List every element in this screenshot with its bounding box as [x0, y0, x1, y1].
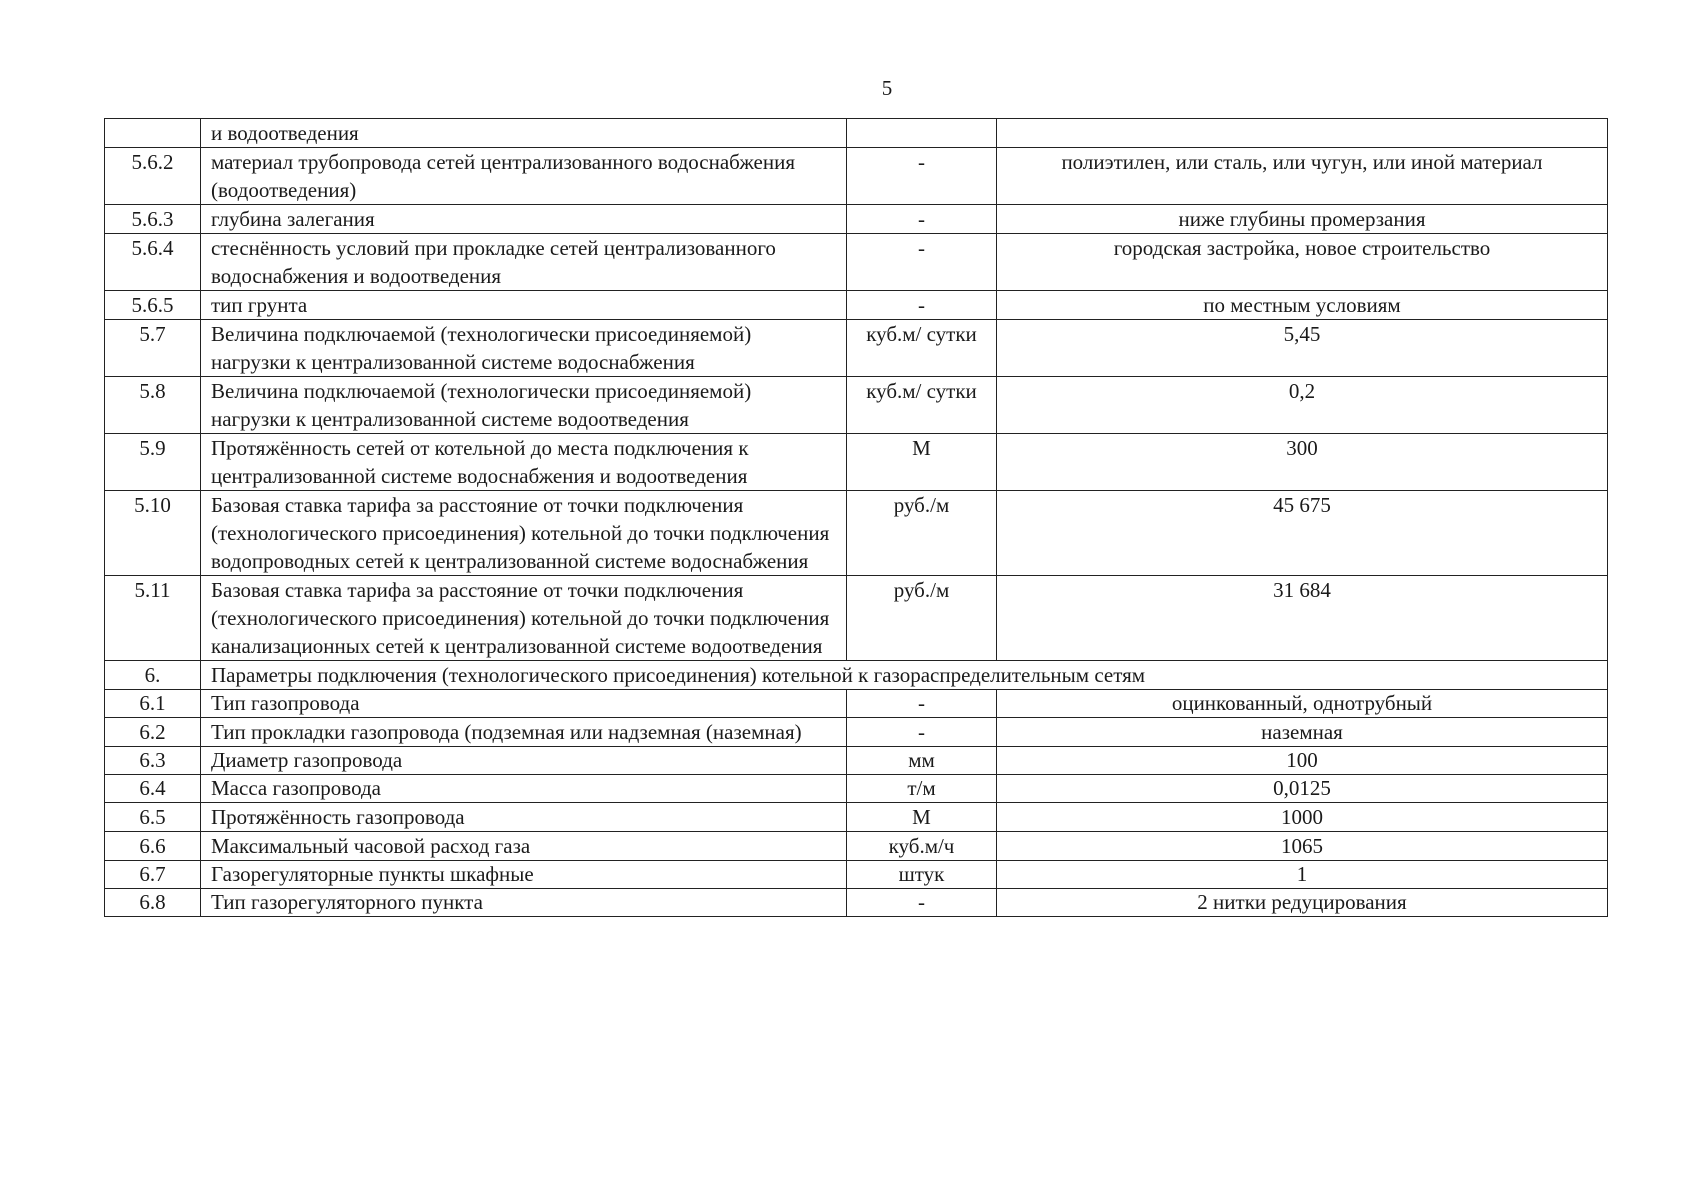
parameter-name: Протяжённость сетей от котельной до места подключения к централизованной системе водоснабжения и водоотведения [201, 434, 847, 491]
unit-cell: - [847, 291, 997, 320]
parameters-table [104, 118, 1608, 917]
row-number: 5.6.5 [105, 291, 201, 320]
value-cell: 100 [997, 747, 1608, 775]
parameter-name: стеснённость условий при прокладке сетей централизованного водоснабжения и водоотведения [201, 234, 847, 291]
parameter-name: Величина подключаемой (технологически присоединяемой) нагрузки к централизованной системе водоотведения [201, 377, 847, 434]
parameter-name: Величина подключаемой (технологически присоединяемой) нагрузки к централизованной системе водоснабжения [201, 320, 847, 377]
table-row [105, 576, 1608, 661]
table-row [105, 718, 1608, 747]
row-number: 6.1 [105, 690, 201, 718]
row-number: 6.4 [105, 775, 201, 803]
value-cell: 0,0125 [997, 775, 1608, 803]
table-row [105, 119, 1608, 148]
unit-cell: М [847, 803, 997, 832]
row-number: 5.6.4 [105, 234, 201, 291]
unit-cell: - [847, 234, 997, 291]
row-number [105, 119, 201, 148]
section-number: 6. [105, 661, 201, 690]
table-row [105, 434, 1608, 491]
parameter-name: Масса газопровода [201, 775, 847, 803]
table-row [105, 291, 1608, 320]
value-cell: 1 [997, 861, 1608, 889]
row-number: 5.6.3 [105, 205, 201, 234]
value-cell: 2 нитки редуцирования [997, 889, 1608, 917]
parameter-name: Базовая ставка тарифа за расстояние от точки подключения (технологического присоединения) котельной до точки подключения водопроводных сетей к централизованной системе водоснабжения [201, 491, 847, 576]
value-cell: наземная [997, 718, 1608, 747]
row-number: 5.10 [105, 491, 201, 576]
table-row [105, 690, 1608, 718]
table-row [105, 747, 1608, 775]
parameter-name: глубина залегания [201, 205, 847, 234]
section-title: Параметры подключения (технологического присоединения) котельной к газораспределительным сетям [201, 661, 1608, 690]
table-row [105, 491, 1608, 576]
row-number: 5.8 [105, 377, 201, 434]
table-row [105, 377, 1608, 434]
parameter-name: Протяжённость газопровода [201, 803, 847, 832]
value-cell: 300 [997, 434, 1608, 491]
row-number: 6.2 [105, 718, 201, 747]
unit-cell: - [847, 148, 997, 205]
value-cell: городская застройка, новое строительство [997, 234, 1608, 291]
parameter-name: Диаметр газопровода [201, 747, 847, 775]
parameter-name: материал трубопровода сетей централизованного водоснабжения (водоотведения) [201, 148, 847, 205]
unit-cell: - [847, 889, 997, 917]
value-cell: ниже глубины промерзания [997, 205, 1608, 234]
value-cell: 31 684 [997, 576, 1608, 661]
row-number: 5.9 [105, 434, 201, 491]
table-row [105, 803, 1608, 832]
row-number: 5.7 [105, 320, 201, 377]
value-cell: 45 675 [997, 491, 1608, 576]
value-cell: 5,45 [997, 320, 1608, 377]
unit-cell: М [847, 434, 997, 491]
unit-cell: руб./м [847, 491, 997, 576]
unit-cell: - [847, 718, 997, 747]
parameter-name: Тип прокладки газопровода (подземная или надземная (наземная) [201, 718, 847, 747]
unit-cell: руб./м [847, 576, 997, 661]
value-cell: 1065 [997, 832, 1608, 861]
row-number: 6.8 [105, 889, 201, 917]
table-row [105, 320, 1608, 377]
table-row [105, 775, 1608, 803]
page-number: 5 [881, 76, 893, 100]
parameter-name: Газорегуляторные пункты шкафные [201, 861, 847, 889]
row-number: 6.3 [105, 747, 201, 775]
table-row [105, 205, 1608, 234]
value-cell: полиэтилен, или сталь, или чугун, или иной материал [997, 148, 1608, 205]
table-row [105, 832, 1608, 861]
unit-cell: т/м [847, 775, 997, 803]
row-number: 5.6.2 [105, 148, 201, 205]
value-cell: 0,2 [997, 377, 1608, 434]
table-row [105, 148, 1608, 205]
unit-cell: штук [847, 861, 997, 889]
value-cell [997, 119, 1608, 148]
unit-cell: куб.м/ сутки [847, 377, 997, 434]
unit-cell [847, 119, 997, 148]
unit-cell: куб.м/ сутки [847, 320, 997, 377]
row-number: 6.6 [105, 832, 201, 861]
section-header-row [105, 661, 1608, 690]
table-row [105, 861, 1608, 889]
parameter-name: Тип газорегуляторного пункта [201, 889, 847, 917]
parameter-name: Тип газопровода [201, 690, 847, 718]
unit-cell: - [847, 690, 997, 718]
parameter-name: тип грунта [201, 291, 847, 320]
unit-cell: - [847, 205, 997, 234]
value-cell: оцинкованный, однотрубный [997, 690, 1608, 718]
row-number: 6.5 [105, 803, 201, 832]
table-row [105, 889, 1608, 917]
value-cell: 1000 [997, 803, 1608, 832]
row-number: 6.7 [105, 861, 201, 889]
parameter-name: и водоотведения [201, 119, 847, 148]
table-row [105, 234, 1608, 291]
value-cell: по местным условиям [997, 291, 1608, 320]
unit-cell: мм [847, 747, 997, 775]
row-number: 5.11 [105, 576, 201, 661]
parameter-name: Максимальный часовой расход газа [201, 832, 847, 861]
parameter-name: Базовая ставка тарифа за расстояние от точки подключения (технологического присоединения) котельной до точки подключения канализационных сетей к централизованной системе водоотведения [201, 576, 847, 661]
unit-cell: куб.м/ч [847, 832, 997, 861]
